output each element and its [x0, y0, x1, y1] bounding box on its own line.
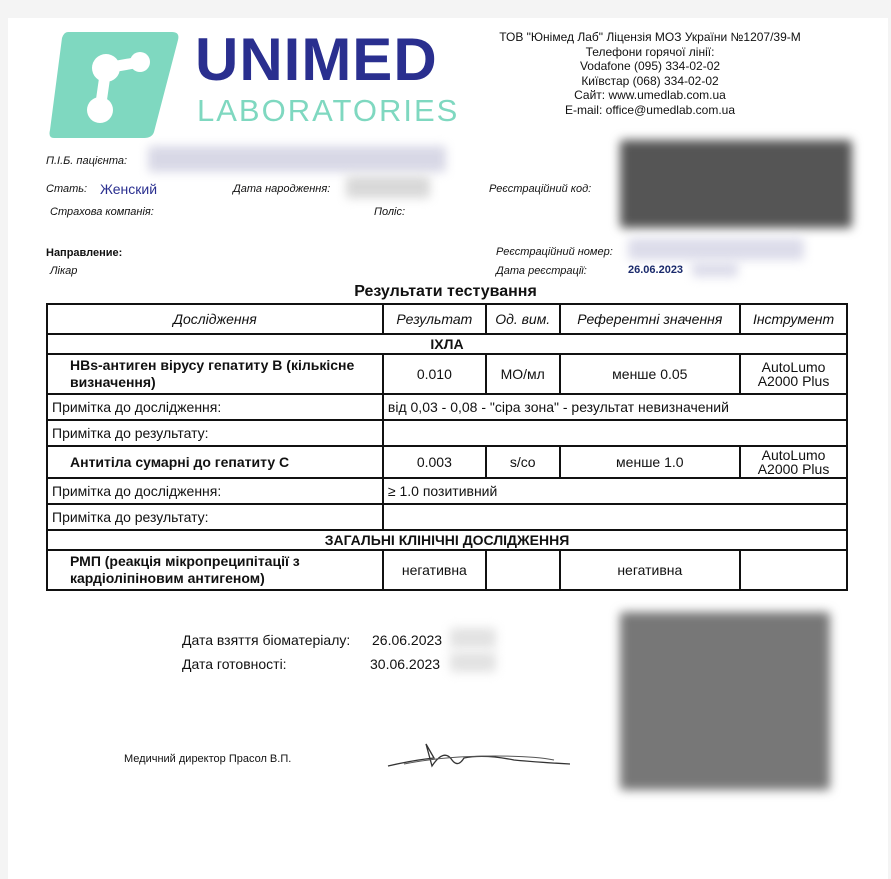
- reg-date-label: Дата реєстрації:: [496, 265, 587, 277]
- policy-label: Поліс:: [374, 206, 406, 218]
- insurance-label: Страхова компанія:: [50, 206, 154, 218]
- test-result: негативна: [383, 550, 486, 590]
- table-row: [47, 446, 847, 478]
- section-general-clinical: ЗАГАЛЬНІ КЛІНІЧНІ ДОСЛІДЖЕННЯ: [47, 530, 847, 550]
- table-header-row: [47, 304, 847, 334]
- ready-date-label: Дата готовності:: [182, 656, 287, 672]
- ready-time-redacted: [450, 652, 496, 672]
- note-value: ≥ 1.0 позитивний: [383, 478, 847, 504]
- table-row: [47, 550, 847, 590]
- test-result: 0.003: [383, 446, 486, 478]
- col-header-reference: Референтні значення: [560, 304, 740, 334]
- test-name: РМП (реакція мікропреципітації з кардіоліпіновим антигеном): [47, 550, 383, 590]
- section-row: [47, 530, 847, 550]
- barcode-redacted: [620, 140, 852, 228]
- test-instrument: AutoLumo A2000 Plus: [740, 446, 847, 478]
- reg-code-label: Реєстраційний код:: [489, 183, 592, 195]
- section-ichla: ІХЛА: [47, 334, 847, 354]
- test-unit: s/co: [486, 446, 560, 478]
- section-row: [47, 334, 847, 354]
- test-reference: менше 1.0: [560, 446, 740, 478]
- test-name: Антитіла сумарні до гепатиту С: [47, 446, 383, 478]
- note-row: [47, 504, 847, 530]
- logo-subtitle: LABORATORIES: [197, 93, 460, 128]
- results-table: [46, 303, 848, 591]
- test-result: 0.010: [383, 354, 486, 394]
- col-header-test: Дослідження: [47, 304, 383, 334]
- reg-time-redacted: [692, 262, 738, 277]
- note-row: [47, 394, 847, 420]
- director-label: Медичний директор Прасол В.П.: [124, 753, 292, 765]
- phone-vodafone: Vodafone (095) 334-02-02: [579, 59, 721, 73]
- phone-kyivstar: Київстар (068) 334-02-02: [581, 73, 719, 88]
- qr-code-redacted: [620, 612, 830, 790]
- note-value: від 0,03 - 0,08 - "сіра зона" - результат невизначений: [383, 394, 847, 420]
- table-row: [47, 354, 847, 394]
- sex-label: Стать:: [46, 183, 88, 195]
- test-instrument: AutoLumo A2000 Plus: [740, 354, 847, 394]
- col-header-instrument: Інструмент: [740, 304, 847, 334]
- patient-name-redacted: [148, 146, 446, 172]
- reg-number-redacted: [628, 238, 804, 260]
- biomaterial-time-redacted: [450, 628, 496, 648]
- company-info: [480, 30, 820, 117]
- note-label-text: Примітка до дослідження:: [52, 399, 222, 415]
- dob-label: Дата народження:: [233, 183, 331, 195]
- col-header-unit: Од. вим.: [486, 304, 560, 334]
- company-site: Сайт: www.umedlab.com.ua: [574, 88, 726, 102]
- note-row: [47, 478, 847, 504]
- note-label: [47, 394, 383, 420]
- test-reference: менше 0.05: [560, 354, 740, 394]
- test-unit: МО/мл: [486, 354, 560, 394]
- logo-title: UNIMED: [195, 26, 438, 93]
- note-row: [47, 420, 847, 446]
- company-license: ТОВ "Юнімед Лаб" Ліцензія МОЗ України №1207/39-М: [499, 30, 801, 44]
- doctor-label: Лікар: [50, 265, 78, 277]
- company-email: E-mail: office@umedlab.com.ua: [564, 102, 736, 117]
- col-header-result: Результат: [383, 304, 486, 334]
- reg-number-label: Реєстраційний номер:: [496, 246, 613, 258]
- test-instrument: [740, 550, 847, 590]
- patient-name-label: П.І.Б. пацієнта:: [46, 155, 128, 167]
- biomaterial-date-label: Дата взяття біоматеріалу:: [182, 632, 351, 648]
- unimed-logo-icon: [46, 28, 182, 140]
- sex-value: Женский: [100, 181, 158, 197]
- note-label: Примітка до дослідження:: [47, 478, 383, 504]
- hotline-label: Телефони горячої лінії:: [585, 44, 715, 59]
- page-title: Результати тестування: [354, 283, 537, 300]
- result-note-value: [383, 420, 847, 446]
- test-name: HBs-антиген вірусу гепатиту В (кількісне визначення): [47, 354, 383, 394]
- result-note-value: [383, 504, 847, 530]
- test-unit: [486, 550, 560, 590]
- result-note-label: Примітка до результату:: [47, 420, 383, 446]
- test-reference: негативна: [560, 550, 740, 590]
- reg-date-value: 26.06.2023: [628, 264, 684, 276]
- dob-redacted: [346, 176, 430, 198]
- signature-icon: [384, 738, 574, 774]
- biomaterial-date-value: 26.06.2023: [372, 632, 443, 648]
- ready-date-value: 30.06.2023: [370, 656, 441, 672]
- referral-label: Направление:: [46, 247, 123, 259]
- result-note-label: Примітка до результату:: [47, 504, 383, 530]
